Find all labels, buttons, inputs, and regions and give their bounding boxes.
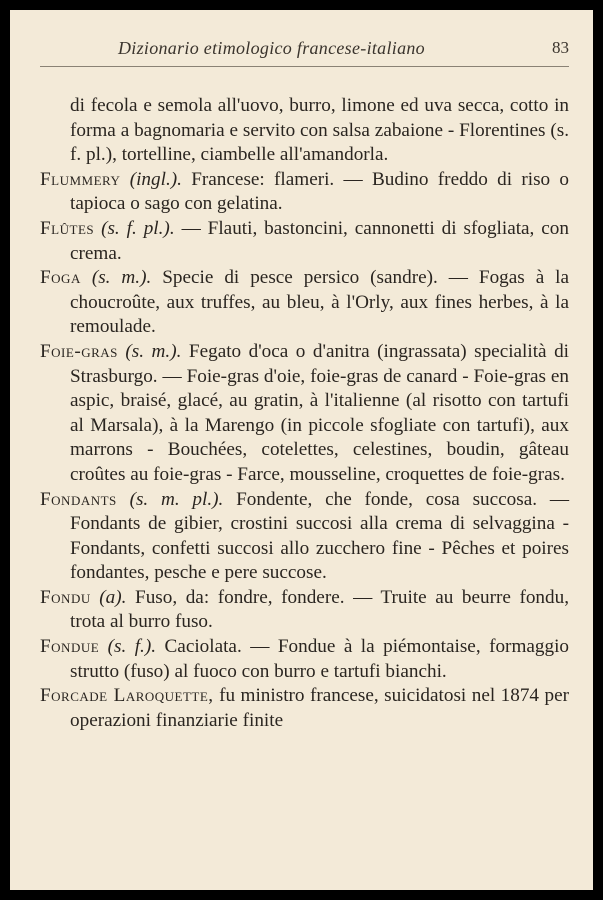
page-number: 83 — [552, 38, 569, 57]
entry-fondue — [40, 635, 569, 684]
definition: Fegato d'oca o d'anitra (ingrassata) specialità di Strasburgo. — Foie-gras d'oie, foie-gras de canard - Foie-gras en aspic, braisé, glacé, au gratin, à l'italienne (al risotto con tartufi al Marsala), à la Marengo (in piccole sfogliate con tartufi), aux marrons - Bouchées, cotelettes, celestines, boudin, gâteau croûtes au foie-gras - Farce, mousseline, croquettes de foie-gras. — [70, 340, 569, 485]
book-page — [10, 10, 593, 890]
running-header — [40, 38, 569, 67]
definition: fu ministro francese, suicidatosi nel 1874 per operazioni finanziarie finite — [70, 685, 569, 731]
headword: Foga — [40, 267, 81, 289]
continued-entry-text: di fecola e semola all'uovo, burro, limone ed uva secca, cotto in forma a bagnomaria e servito con salsa zabaione - Florentines (s. f. pl.), tortelline, ciambelle all'amandorla. — [70, 95, 569, 166]
headword: Flummery — [40, 168, 121, 190]
grammar-note: (s. m. pl.). — [129, 488, 224, 510]
grammar-note: (s. f.). — [107, 636, 157, 658]
definition: Fuso, da: fondre, fondere. — Truite au beurre fondu, trota al burro fuso. — [70, 586, 570, 633]
definition: — Flauti, bastoncini, cannonetti di sfogliata, con crema. — [70, 217, 569, 264]
dictionary-body — [40, 94, 569, 733]
entry-fondu — [40, 586, 569, 635]
entry-flutes — [40, 217, 569, 266]
entry-foie-gras — [40, 340, 569, 488]
grammar-note: (s. f. pl.). — [101, 217, 175, 239]
entry-fondants — [40, 488, 569, 586]
grammar-note: (s. m.). — [125, 340, 182, 362]
headword: Fondu — [40, 586, 91, 608]
entry-flummery — [40, 168, 569, 217]
header-title: Dizionario etimologico francese-italiano — [118, 38, 425, 58]
definition: Francese: flameri. — Budino freddo di riso o tapioca o sago con gelatina. — [70, 168, 570, 215]
grammar-note: (ingl.). — [129, 168, 182, 190]
definition: Caciolata. — Fondue à la piémontaise, formaggio strutto (fuso) al fuoco con burro e tartufi bianchi. — [70, 636, 569, 682]
headword: Foie-gras — [40, 340, 118, 362]
entry-forcade-laroquette — [40, 684, 569, 733]
headword: Flûtes — [40, 217, 95, 239]
headword: Fondue — [40, 636, 100, 658]
grammar-note: (s. m.). — [91, 267, 152, 289]
grammar-note: (a). — [99, 586, 127, 608]
entry-foga — [40, 266, 569, 340]
headword: Forcade Laroquette, — [40, 685, 214, 707]
definition: Fondente, che fonde, cosa succosa. — Fondants de gibier, crostini succosi alla crema di selvaggina - Fondants, confetti succosi allo zucchero fine - Pêches et poires fondantes, pesche e pere succose. — [70, 488, 570, 584]
definition: Specie di pesce persico (sandre). — Fogas à la choucroûte, aux truffes, au bleu, à l'Orly, aux fines herbes, à la remoulade. — [70, 267, 570, 338]
headword: Fondants — [40, 488, 117, 510]
